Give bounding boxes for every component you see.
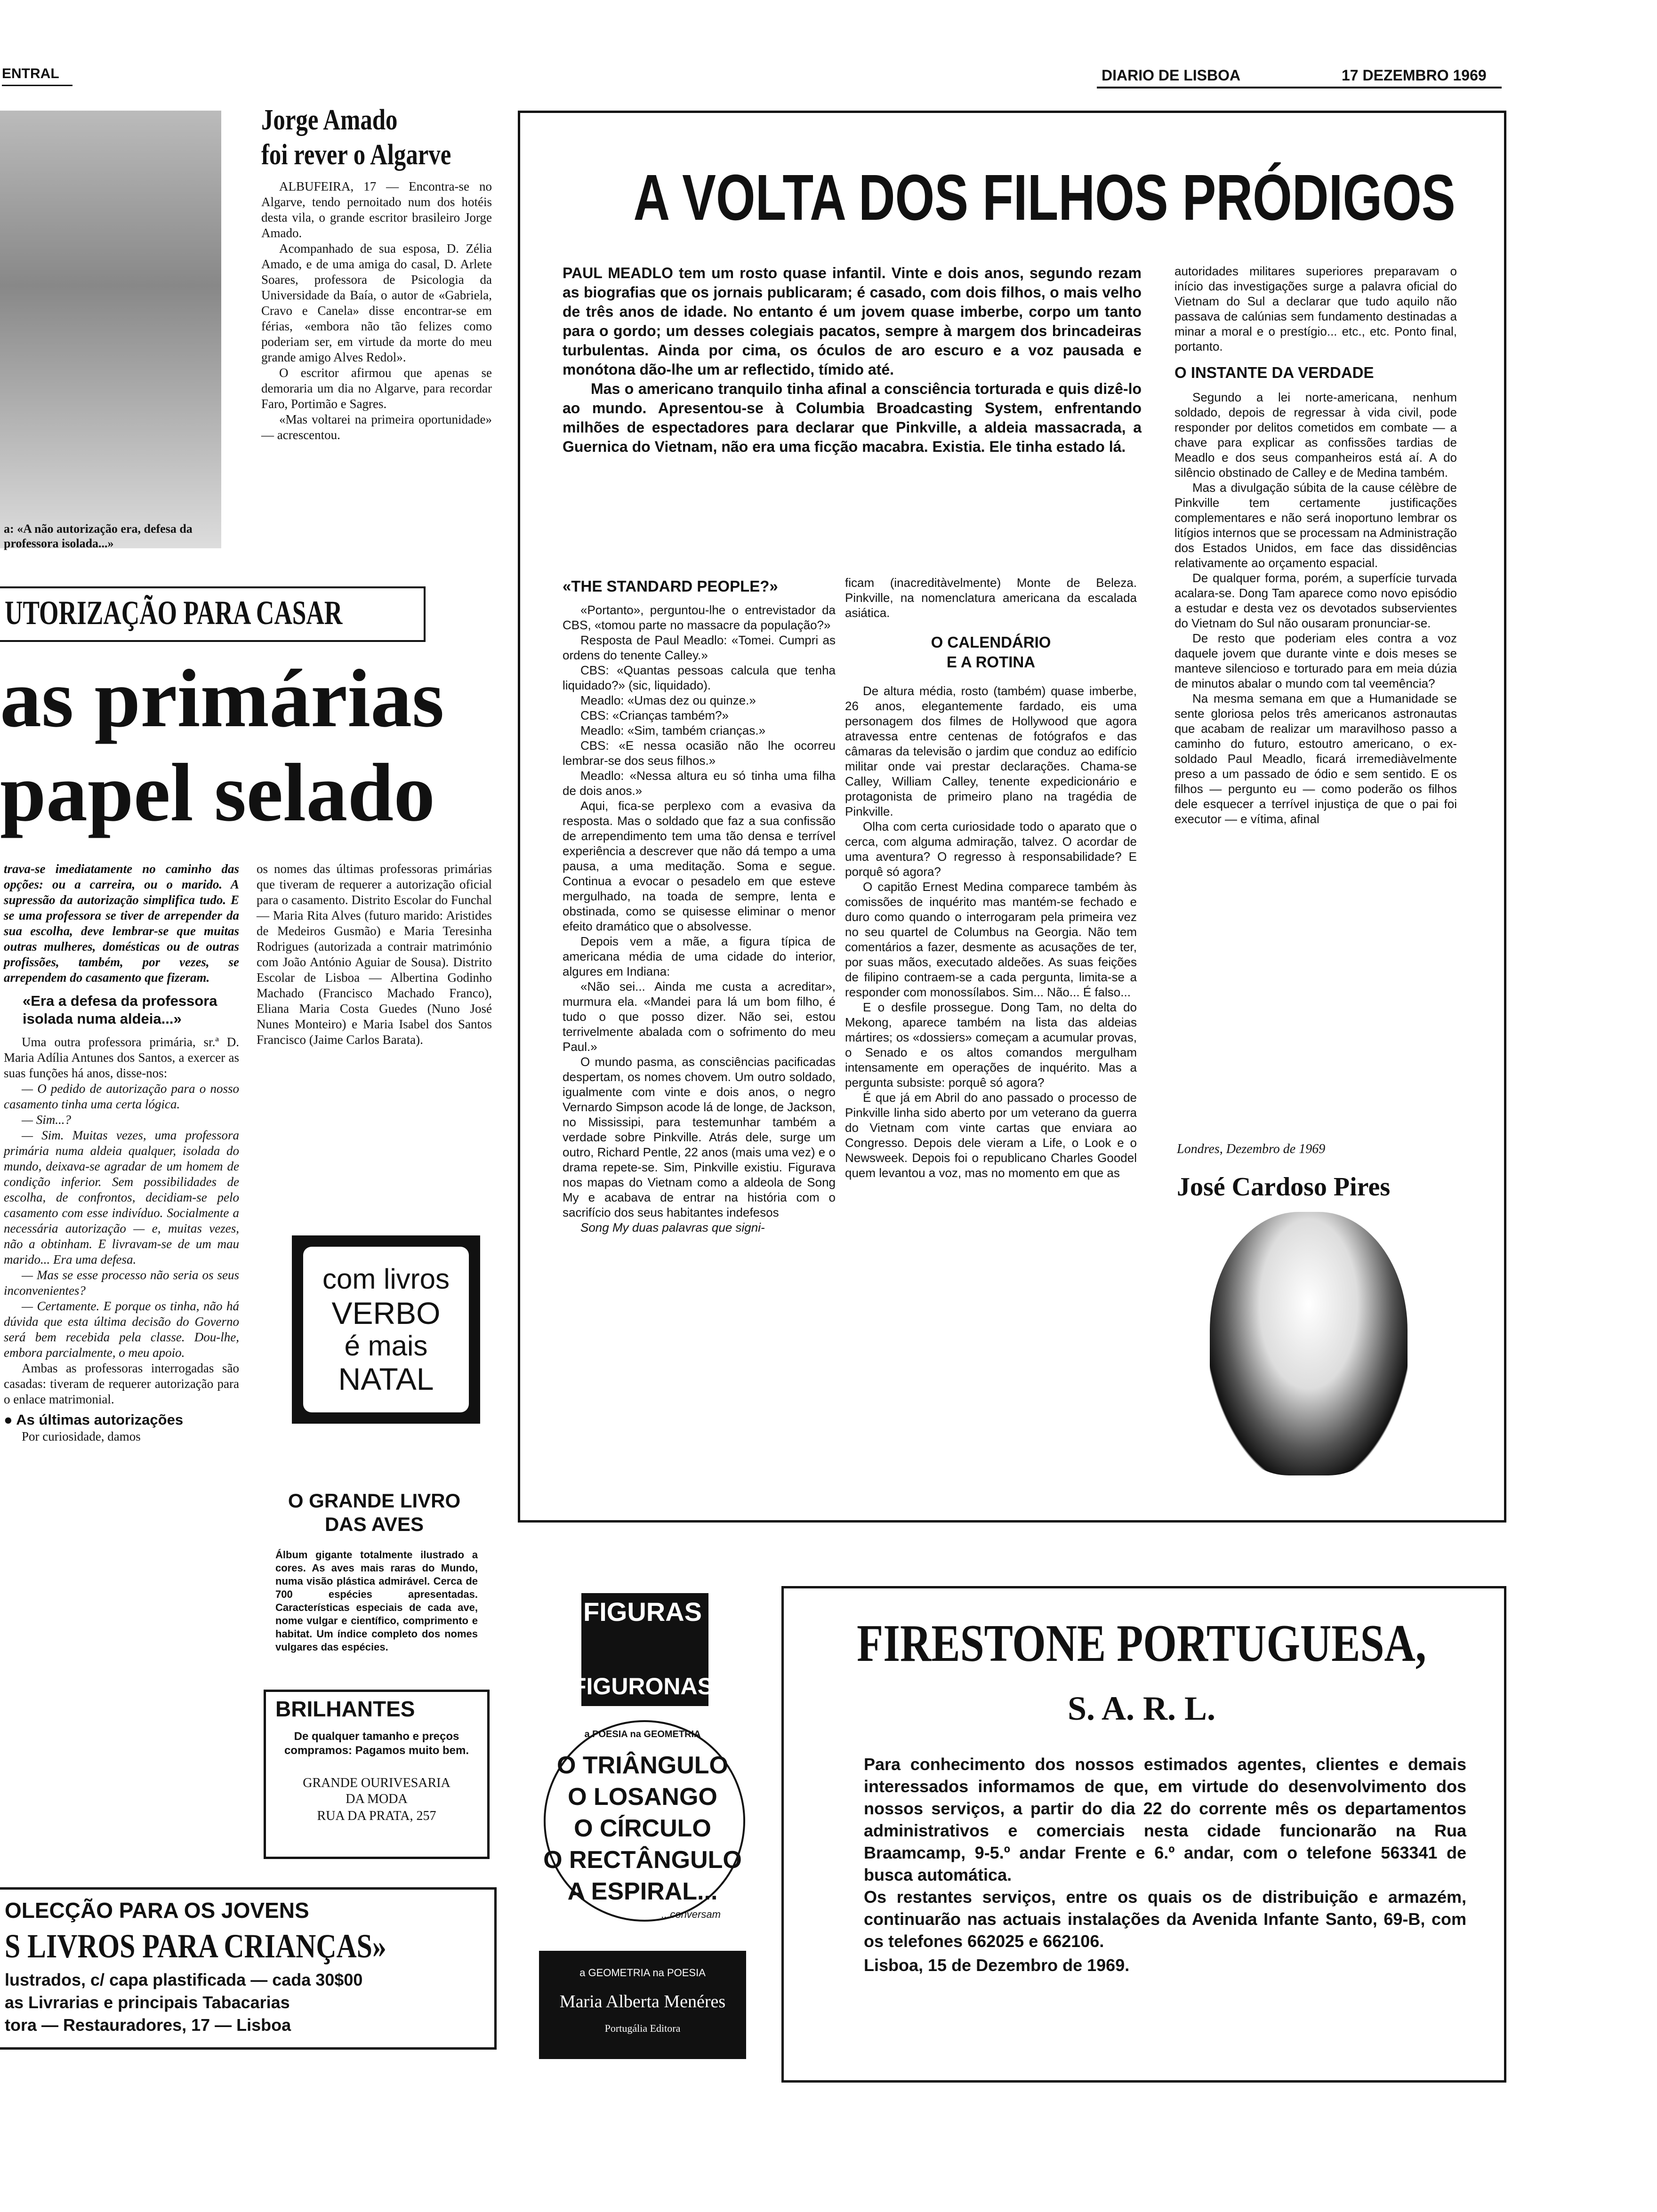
casar-left-column (4, 861, 239, 1444)
verbo-line-3: é mais (344, 1330, 428, 1362)
section-label: ENTRAL (2, 66, 59, 81)
verbo-line-1: com livros (322, 1263, 450, 1295)
dateline: Londres, Dezembro de 1969 (1177, 1142, 1326, 1156)
casar-kicker: UTORIZAÇÃO PARA CASAR (5, 594, 343, 632)
verbo-line-4: NATAL (338, 1362, 434, 1396)
issue-date: 17 DEZEMBRO 1969 (1342, 67, 1487, 84)
geometria-line-5: A ESPIRAL... (567, 1878, 718, 1905)
pull-quote: «Era a defesa da professora isolada numa aldeia...» (23, 993, 217, 1027)
geometria-line-1: O TRIÂNGULO (557, 1752, 728, 1779)
c1-p4: Meadlo: «Umas dez ou quinze.» (580, 693, 756, 707)
figuras-poesia: a POESIA na GEOMETRIA (584, 1729, 701, 1739)
c1-p8: Meadlo: «Nessa altura eu só tinha uma filha de dois anos.» (563, 769, 836, 798)
brilhantes-shop-1: GRANDE OURIVESARIA (303, 1776, 450, 1790)
subhead-rotina: E A ROTINA (946, 653, 1036, 671)
c1-p7: CBS: «E nessa ocasião não lhe ocorreu lembrar-se dos seus filhos.» (563, 738, 836, 768)
colecao-line-2: S LIVROS PARA CRIANÇAS» (5, 1927, 386, 1965)
amado-p4: «Mas voltarei na primeira oportunidade» — acrescentou. (261, 412, 492, 442)
casar-subhead: ● As últimas autorizações (4, 1411, 184, 1428)
c1-p2: Resposta de Paul Meadlo: «Tomei. Cumpri as ordens do tenente Calley.» (563, 633, 836, 662)
casar-right-column (257, 861, 492, 1048)
colecao-ad[interactable] (0, 1887, 497, 2050)
header-rule-left (2, 85, 72, 86)
subhead-standard-people: «THE STANDARD PEOPLE?» (563, 577, 778, 595)
amado-p2: Acompanhado de sua esposa, D. Zélia Amado, e de uma amiga do casal, D. Arlete Soares, professora de Psicologia da Universidade da Baía, o autor de «Gabriela, Cravo e Canela» disse encontrar-se em férias, «embora não tão felizes como poderiam ser, em virtude da morte do meu grande amigo Alves Redol». (261, 241, 492, 364)
author-portrait (1210, 1212, 1408, 1475)
firestone-p2: Os restantes serviços, entre os quais os de distribuição e armazém, continuarão nas actuais instalações da Avenida Infante Santo, 69-B, com os telefones 662025 e 662106. (864, 1887, 1466, 1951)
casar-subhead-text: As últimas autorizações (16, 1411, 184, 1428)
c3-p4: De resto que poderiam eles contra a voz daquele jovem que durante vinte e dois meses se manteve silencioso e torturado para em meia dúzia de minutos abalar o mundo com tal veemência? (1174, 631, 1457, 690)
main-column-2 (845, 575, 1137, 1180)
dialog-2: — Sim...? (22, 1113, 72, 1127)
figuras-bottom-3: Portugália Editora (604, 2022, 681, 2034)
header-rule (1097, 87, 1502, 88)
c1-p1: «Portanto», perguntou-lhe o entrevistador da CBS, «tomou parte no massacre da população?» (563, 603, 836, 632)
aves-title-2: DAS AVES (324, 1513, 424, 1535)
c2-p5: É que já em Abril do ano passado o processo de Pinkville linha sido aberto por um veterano da guerra do Vietnam com vinte cartas que enviara ao Congresso. Depois dele vieram a Life, o Look e o Newsweek. Depois foi o republicano Charles Goodel quem levantou a voz, mas no momento em que as (845, 1090, 1137, 1180)
geometria-line-2: O LOSANGO (568, 1783, 717, 1811)
c2-p3: O capitão Ernest Medina comparece também às comissões de inquérito mas mantém-se fechado e duro como quando o interrogaram pela primeira vez no seu quartel de Columbus na Georgia. Não tem comentários a fazer, desmente as acusações de ter, por suas mãos, executado aldeões. As suas feições de filipino contraem-se a cada pergunta, limita-se a responder com monossílabos. Sim... Não... É falso... (845, 880, 1137, 999)
c3-p1: Segundo a lei norte-americana, nenhum soldado, depois de regressar à vida civil, pode responder por delitos cometidos em combate — a chave para explicar as confissões tardias de Meadlo e dos seus companheiros está aí. A do silêncio obstinado de Calley e de Medina também. (1174, 390, 1457, 480)
photo-caption: a: «A não autorização era, defesa da professora isolada...» (4, 522, 193, 550)
colecao-line-1: OLECÇÃO PARA OS JOVENS (5, 1898, 309, 1923)
c2-p4: E o desfile prossegue. Dong Tam, no delta do Mekong, aparece também na lista das aldeias mártires; os «dossiers» começam a acumular provas, o Senado e os altos comandos mergulham intensamente em operações de inquérito. Mas a pergunta subsiste: porquê só agora? (845, 1000, 1137, 1090)
figuras-footer (539, 1951, 746, 2059)
geometria-line-4: O RECTÂNGULO (543, 1846, 742, 1874)
c1-p12: O mundo pasma, as consciências pacificadas despertam, os nomes chovem. Um outro soldado, igualmente com vinte e dois anos, o negro Vernardo Simpson acode lá de longe, de Jackson, no Mississipi, para testemunhar também a verdade sobre Pinkville. Atrás dele, surge um outro, Richard Pentle, 22 anos (mais uma vez) e o drama repete-se. Sim, Pinkville existiu. Figurava nos mapas do Vietnam como a aldeola de Song My e acabava de entrar na história com o sacrifício dos seus habitantes indefesos (563, 1055, 836, 1219)
c1-p13: Song My duas palavras que signi- (580, 1220, 765, 1234)
firestone-text (864, 1753, 1466, 1976)
main-lead-1: PAUL MEADLO tem um rosto quase infantil. Vinte e dois anos, segundo rezam as biografias que os jornais publicaram; é casado, com dois filhos, o mais velho de três anos de idade. No entanto é um jovem quase imberbe, corpo um tanto para o gordo; um desses colegiais pacatos, sempre à margem dos brincadeiras turbulentas. Ainda por cima, os óculos de aro escuro e a voz pausada e monótona dão-lhe um ar reflectido, tímido até. (563, 264, 1142, 378)
colecao-line-3: lustrados, c/ capa plastificada — cada 30$00 (5, 1970, 363, 1989)
firestone-sarl: S. A. R. L. (1067, 1690, 1216, 1727)
firestone-p1: Para conhecimento dos nossos estimados agentes, clientes e demais interessados informamos de que, em virtude do desenvolvimento dos nossos serviços, a partir do dia 22 do corrente mês os departamentos administrativos e comerciais nesta cidade funcionarão na Rua Braamcamp, 9-5.º andar Frente e 6.º andar, com o telefone 563341 de busca automática. (864, 1755, 1466, 1884)
dialog-5: — Certamente. E porque os tinha, não há dúvida que esta última decisão do Governo será bem recebida pela classe. Dou-lhe, embora parcialmente, o meu apoio. (4, 1299, 239, 1360)
c2-p1: De altura média, rosto (também) quase imberbe, 26 anos, elegantemente fardado, eis uma personagem dos filmes de Hollywood que agora atravessa entre centenas de fotógrafos e das câmaras da televisão o jardim que conduz ao edifício militar onde vai prestar declarações. Chama-se Calley, William Calley, tenente expedicionário e protagonista de primeiro plano na tragédia de Pinkville. (845, 684, 1137, 818)
main-column-1 (563, 575, 836, 1235)
amado-p1: ALBUFEIRA, 17 — Encontra-se no Algarve, tendo pernoitado num dos hotéis desta vila, o grande escritor brasileiro Jorge Amado. (261, 179, 492, 240)
dialog-1: — O pedido de autorização para o nosso casamento tinha uma certa lógica. (4, 1082, 239, 1111)
casar-last: Por curiosidade, damos (22, 1429, 141, 1443)
c3-intro: autoridades militares superiores preparavam o início das investigações surge a palavra oficial do Vietnam do Sul a declarar que tudo aquilo não passava de calúnias sem fundamento destinadas a minar a moral e o prestígio... etc., etc. Ponto final, portanto. (1174, 264, 1457, 353)
c2-p2: Olha com certa curiosidade todo o aparato que o cerca, com alguma admiração, talvez. O acordar de uma aventura? O regresso à responsabilidade? E porquê só agora? (845, 819, 1137, 879)
verbo-ad[interactable] (292, 1235, 480, 1424)
amado-title-2: foi rever o Algarve (261, 139, 451, 171)
c1-p11: «Não sei... Ainda me custa a acreditar», murmura ela. «Mandei para lá um bom filho, é tudo o que posso dizer. Não sei, estou terrivelmente abalada com o sofrimento do meu Paul.» (563, 979, 836, 1054)
casar-names: os nomes das últimas professoras primárias que tiveram de requerer a autorização oficial para o casamento. Distrito Escolar do Funchal — Maria Rita Alves (futuro marido: Aristides de Medeiros Gusmão) e Maria Teresinha Rodrigues (autorizada a contrair matrimónio com João António Aguiar de Sousa). Distrito Escolar de Lisboa — Albertina Godinho Machado (Francisco Machado Franco), Eliana Maria Costa Guedes (Nuno José Nunes Monteiro) e Maria Isabel dos Santos Francisco (Jaime Carlos Barata). (257, 862, 492, 1047)
dialog-3: — Sim. Muitas vezes, uma professora primária numa aldeia qualquer, isolada do mundo, deixava-se agradar de um homem de condição inferior. Sem possibilidades de escolha, de confrontos, decidiam-se pelo casamento com esse indivíduo. Socialmente a necessária autorização — e, muitas vezes, não a obtinham. E livravam-se de um mau marido... Era uma defesa. (4, 1128, 239, 1266)
figuras-bottom-2: Maria Alberta Menéres (559, 1992, 726, 2012)
firestone-title: FIRESTONE PORTUGUESA, (857, 1614, 1426, 1673)
dialog-6: Ambas as professoras interrogadas são casadas: tiveram de requerer autorização para o enlace matrimonial. (4, 1361, 239, 1406)
verbo-line-2: VERBO (331, 1296, 441, 1330)
aves-text: Álbum gigante totalmente ilustrado a cores. As aves mais raras do Mundo, numa visão plástica admirável. Cerca de 700 espécies apresentadas. Características especiais de cada ave, nome vulgar e científico, comprimento e habitat. Um índice completo dos nomes vulgares das espécies. (275, 1549, 478, 1653)
c1-p10: Depois vem a mãe, a figura típica de americana média de uma cidade do interior, algures em Indiana: (563, 934, 836, 978)
casar-intro: trava-se imediatamente no caminho das opções: ou a carreira, ou o marido. A supressão da autorização simplifica tudo. E se uma professora se tiver de arrepender da sua escolha, deve lembrar-se que muitas outras mulheres, domésticas ou de outras profissões, também, por vezes, se arrependem do casamento que fizeram. (4, 862, 239, 985)
colecao-line-5: tora — Restauradores, 17 — Lisboa (5, 2015, 291, 2035)
author-name: José Cardoso Pires (1177, 1172, 1391, 1202)
c1-p3: CBS: «Quantas pessoas calcula que tenha liquidado?» (sic, liquidado). (563, 663, 836, 692)
main-lead (563, 264, 1142, 457)
c3-p5: Na mesma semana em que a Humanidade se sente gloriosa pelos três americanos astronautas que acabam de realizar um maravilhoso passo a caminho do futuro, estoutro americano, o ex-soldado Paul Meadlo, ficará irremediàvelmente preso a um passado de ódio e sem sentido. E os filhos — pergunto eu — como poderão os filhos dele esquecer a terrível injustiça de que o pai foi executor — e vítima, afinal (1174, 691, 1457, 826)
amado-p3: O escritor afirmou que apenas se demoraria um dia no Algarve, para recordar Faro, Portimão e Sagres. (261, 366, 492, 411)
c1-p9: Aqui, fica-se perplexo com a evasiva da resposta. Mas o soldado que faz a sua confissão de arrependimento tem uma tão densa e terrível experiência a descrever que não dá tempo a uma pausa, a uma meditação. Soma e segue. Continua a evocar o pesadelo em que esteve mergulhado, na toada de sempre, lenta e obstinada, como se quisesse eliminar o menor efeito dramático que o absolvesse. (563, 799, 836, 933)
brilhantes-shop-2: DA MODA (346, 1792, 408, 1806)
figuras-ad[interactable] (539, 1588, 746, 2059)
c2-top: ficam (inacreditàvelmente) Monte de Beleza. Pinkville, na nomenclatura americana da escalada asiática. (845, 576, 1137, 620)
c1-p5: CBS: «Crianças também?» (580, 708, 729, 722)
aves-title-1: O GRANDE LIVRO (288, 1490, 461, 1512)
figuras-bottom-1: a GEOMETRIA na POESIA (579, 1967, 706, 1979)
subhead-instante: O INSTANTE DA VERDADE (1174, 364, 1374, 381)
casar-body: Uma outra professora primária, sr.ª D. Maria Adília Antunes dos Santos, a exercer as suas funções há anos, disse-nos: (4, 1035, 239, 1080)
geometria-line-3: O CÍRCULO (574, 1815, 711, 1842)
figuras-conversam: ...conversam (661, 1908, 721, 1920)
brilhantes-ad[interactable] (264, 1690, 490, 1859)
figuras-line-2: FIGURONAS (572, 1673, 713, 1699)
c3-p2: Mas a divulgação súbita de la cause célèbre de Pinkville tem certamente justificações complementares e não será inoportuno lembrar os litígios internos que se processam na Administração dos Estados Unidos, em face das dissidências relativamente ao orçamento espacial. (1174, 481, 1457, 570)
amado-title-1: Jorge Amado (261, 104, 398, 136)
brilhantes-address: RUA DA PRATA, 257 (317, 1809, 436, 1823)
brilhantes-text: De qualquer tamanho e preços compramos: Pagamos muito bem. (284, 1730, 469, 1757)
brilhantes-title: BRILHANTES (275, 1697, 415, 1721)
casar-headline-1: as primárias (0, 653, 444, 745)
c3-p3: De qualquer forma, porém, a superfície turvada acalara-se. Dong Tam aparece como novo episódio a estudar e desta vez os devotados subservientes do Vietnam do Sul não ousaram pronunciar-se. (1174, 571, 1457, 630)
c1-p6: Meadlo: «Sim, também crianças.» (580, 723, 766, 737)
main-lead-2: Mas o americano tranquilo tinha afinal a consciência torturada e quis dizê-lo ao mundo. Apresentou-se à Columbia Broadcasting System, enfrentando milhões de espectadores para declarar que Pinkville, a aldeia massacrada, a Guernica do Vietnam, não era uma ficção macabra. Existia. Ele tinha estado lá. (563, 380, 1142, 455)
colecao-line-4: as Livrarias e principais Tabacarias (5, 1993, 290, 2012)
main-headline: A VOLTA DOS FILHOS PRÓDIGOS (633, 161, 1456, 234)
firestone-date: Lisboa, 15 de Dezembro de 1969. (864, 1956, 1130, 1975)
paper-name: DIARIO DE LISBOA (1102, 67, 1241, 84)
figuras-line-1: FIGURAS (583, 1597, 702, 1627)
amado-article (261, 179, 492, 443)
casar-headline-2: papel selado (0, 747, 435, 839)
main-column-3 (1174, 264, 1457, 826)
dialog-4: — Mas se esse processo não seria os seus inconvenientes? (4, 1268, 239, 1298)
subhead-calendario: O CALENDÁRIO (931, 633, 1051, 651)
author-photo-amado (0, 111, 221, 548)
